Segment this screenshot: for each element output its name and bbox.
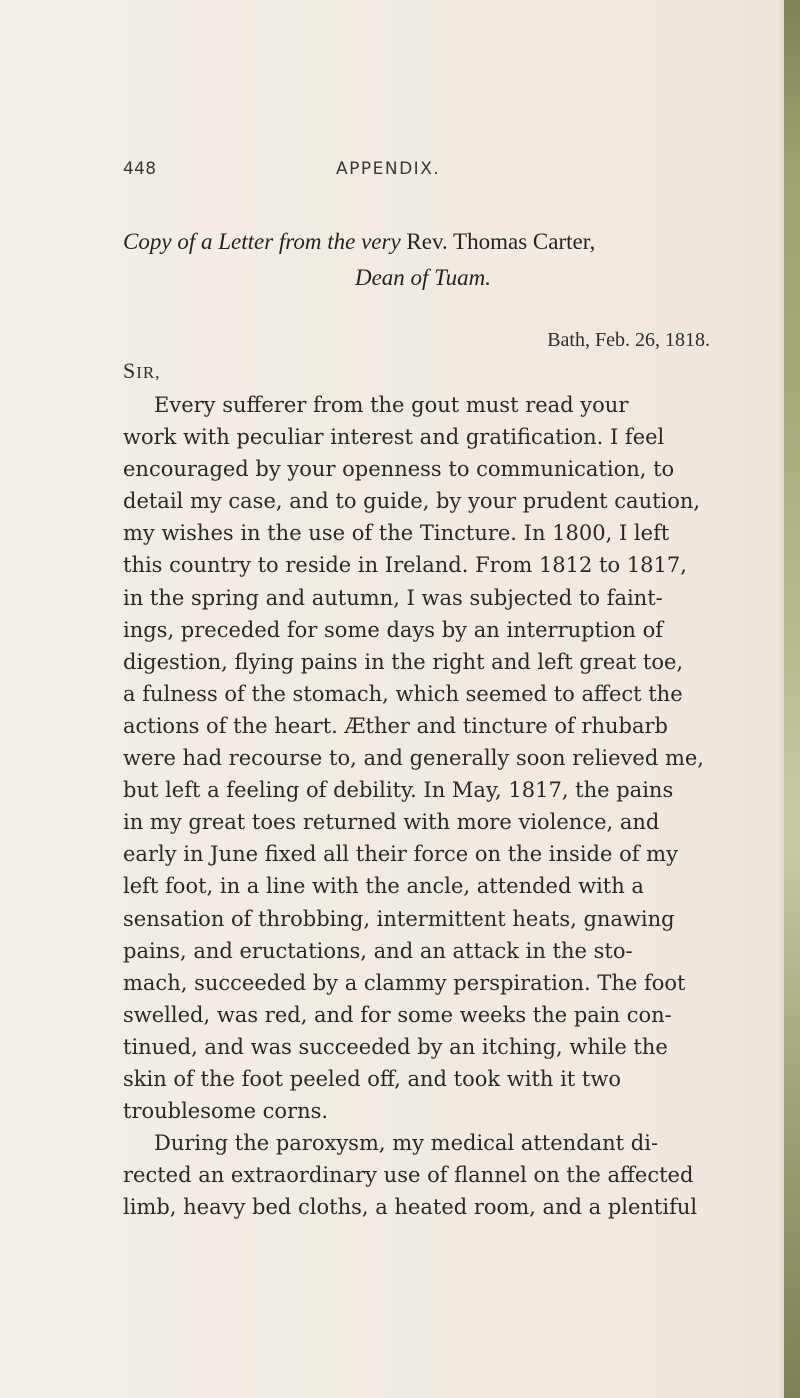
body-line-21: tinued, and was succeeded by an itching, while the <box>123 1034 668 1059</box>
body-line-16: left foot, in a line with the ancle, attended with a <box>123 874 644 899</box>
section-title: APPENDIX. <box>336 159 441 179</box>
body-line-14: in my great toes returned with more violence, and <box>123 810 660 835</box>
body-line-3: encouraged by your openness to communication, to <box>123 457 675 482</box>
letter-salutation <box>123 358 161 384</box>
page-number: 448 <box>123 159 157 179</box>
heading-text-letter-from: a Letter from the very <box>200 229 401 254</box>
heading-text-of: of <box>177 229 196 254</box>
running-head <box>123 159 703 183</box>
body-line-9: digestion, flying pains in the right and left great toe, <box>123 649 684 674</box>
letter-heading <box>123 226 723 294</box>
body-line-24: During the paroxysm, my medical attendant di- <box>154 1131 659 1156</box>
body-line-23: troublesome corns. <box>123 1099 329 1124</box>
body-line-1: Every sufferer from the gout must read your <box>154 393 629 417</box>
body-line-18: pains, and eructations, and an attack in the sto- <box>123 938 633 963</box>
body-line-20: swelled, was red, and for some weeks the pain con- <box>123 1002 672 1027</box>
body-line-13: but left a feeling of debility. In May, 1817, the pains <box>123 778 674 803</box>
body-line-10: a fulness of the stomach, which seemed to affect the <box>123 681 683 706</box>
heading-text-author: Rev. Thomas Carter, <box>406 229 596 254</box>
letter-heading-line-2: Dean of Tuam. <box>354 265 492 290</box>
salutation-rest: IR, <box>136 363 161 382</box>
body-line-2: work with peculiar interest and gratification. I feel <box>123 425 665 450</box>
letter-dateline: Bath, Feb. 26, 1818. <box>547 329 710 351</box>
letter-heading-line-1 <box>123 226 723 258</box>
body-line-6: this country to reside in Ireland. From 1812 to 1817, <box>123 553 687 578</box>
body-line-7: in the spring and autumn, I was subjected to faint- <box>123 585 663 610</box>
body-line-26: limb, heavy bed cloths, a heated room, and a plentiful <box>123 1195 698 1220</box>
body-line-19: mach, succeeded by a clammy perspiration. The foot <box>123 970 686 995</box>
salutation-initial: S <box>123 358 137 383</box>
body-line-15: early in June fixed all their force on the inside of my <box>123 842 678 867</box>
body-line-12: were had recourse to, and generally soon relieved me, <box>123 746 704 771</box>
body-line-11: actions of the heart. Æther and tincture of rhubarb <box>123 713 668 738</box>
body-line-4: detail my case, and to guide, by your prudent caution, <box>123 489 701 514</box>
body-line-22: skin of the foot peeled off, and took with it two <box>123 1066 621 1091</box>
body-line-8: ings, preceded for some days by an interruption of <box>123 617 664 642</box>
body-line-17: sensation of throbbing, intermittent heats, gnawing <box>123 906 675 931</box>
body-line-5: my wishes in the use of the Tincture. In 1800, I left <box>123 521 670 546</box>
letter-body <box>123 389 708 1223</box>
heading-text-copy: Copy <box>123 229 172 254</box>
page-right-edge-shadow <box>784 0 800 1398</box>
body-line-25: rected an extraordinary use of flannel on the affected <box>123 1163 694 1188</box>
